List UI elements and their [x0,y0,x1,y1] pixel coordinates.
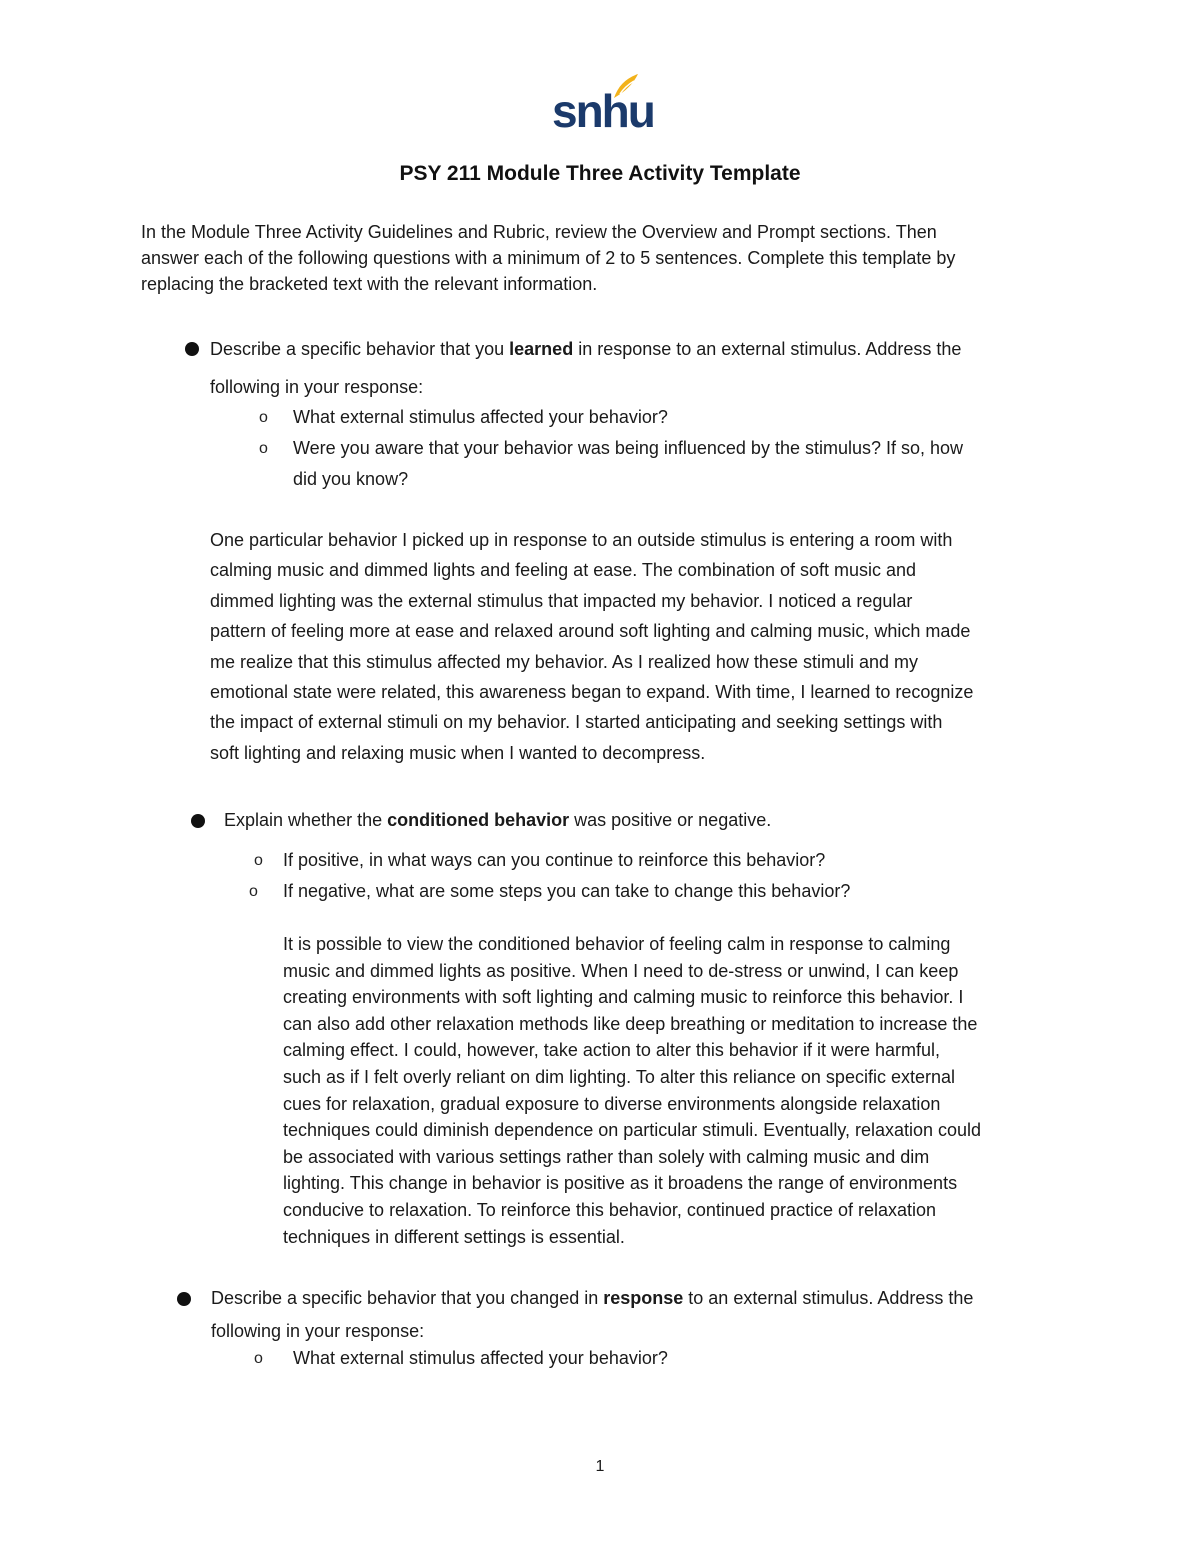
emphasis-learned: learned [509,339,574,359]
answer-2-line: It is possible to view the conditioned behavior of feeling calm in response to calming [283,934,951,954]
emphasis-response: response [603,1288,684,1308]
answer-1-line: dimmed lighting was the external stimulus that impacted my behavior. I noticed a regular [210,590,913,611]
answer-2-line: techniques in different settings is essential. [283,1226,625,1247]
answer-1-line: One particular behavior I picked up in response to an outside stimulus is entering a room with [210,530,953,550]
question-2-sub-1: If positive, in what ways can you continue to reinforce this behavior? [283,850,826,870]
answer-2-line: can also add other relaxation methods like deep breathing or meditation to increase the [283,1013,978,1034]
answer-1-line: pattern of feeling more at ease and relaxed around soft lighting and calming music, which made [210,621,971,642]
flame-leaf-icon [610,72,640,100]
intro-line: In the Module Three Activity Guidelines and Rubric, review the Overview and Prompt sections. Then [141,222,937,242]
answer-2-line: be associated with various settings rather than solely with calming music and dim [283,1146,930,1167]
snhu-logo [552,72,654,138]
answer-2-line: cues for relaxation, gradual exposure to diverse environments alongside relaxation [283,1093,941,1114]
answer-2-line: music and dimmed lights as positive. When I need to de-stress or unwind, I can keep [283,960,959,981]
question-3-line-1: Describe a specific behavior that you changed in response to an external stimulus. Address the [211,1288,974,1308]
answer-1-line: calming music and dimmed lights and feeling at ease. The combination of soft music and [210,560,917,581]
bullet-marker [177,1292,191,1306]
question-1-line-1: Describe a specific behavior that you learned in response to an external stimulus. Address the [210,339,962,359]
answer-1-line: me realize that this stimulus affected my behavior. As I realized how these stimuli and my [210,651,918,672]
bullet-marker [191,814,205,828]
answer-2 [283,931,981,1250]
answer-1-line: soft lighting and relaxing music when I wanted to decompress. [210,742,706,763]
answer-2-line: techniques could diminish dependence on particular stimuli. Eventually, relaxation could [283,1120,982,1141]
intro-line: replacing the bracketed text with the relevant information. [141,274,598,294]
question-3-sub-1: What external stimulus affected your behavior? [293,1348,668,1368]
page-number: 1 [595,1458,605,1475]
sub-bullet-marker: o [254,852,263,869]
answer-1-line: emotional state were related, this awareness began to expand. With time, I learned to recognize [210,681,974,702]
answer-2-line: lighting. This change in behavior is positive as it broadens the range of environments [283,1173,958,1194]
bullet-marker [185,342,199,356]
question-2-line-1: Explain whether the conditioned behavior was positive or negative. [224,810,772,830]
answer-2-line: such as if I felt overly reliant on dim lighting. To alter this reliance on specific external [283,1066,955,1087]
sub-bullet-marker: o [259,409,268,426]
answer-2-line: calming effect. I could, however, take action to alter this behavior if it were harmful, [283,1040,940,1061]
answer-2-line: creating environments with soft lighting and calming music to reinforce this behavior. I [283,987,964,1008]
answer-1-line: the impact of external stimuli on my behavior. I started anticipating and seeking settings with [210,712,943,733]
logo-wordmark: snhu [552,85,654,137]
answer-1 [210,525,973,768]
question-1-sub-1: What external stimulus affected your behavior? [293,407,668,427]
question-1-sub-2-line-1: Were you aware that your behavior was being influenced by the stimulus? If so, how [293,438,964,458]
emphasis-conditioned-behavior: conditioned behavior [387,810,570,830]
answer-2-line: conducive to relaxation. To reinforce this behavior, continued practice of relaxation [283,1199,937,1220]
sub-bullet-marker: o [254,1350,263,1367]
intro-paragraph [141,219,1061,297]
question-3-line-2: following in your response: [211,1321,425,1341]
intro-line: answer each of the following questions with a minimum of 2 to 5 sentences. Complete this template by [141,248,956,268]
question-1-line-2: following in your response: [210,377,424,397]
page-title: PSY 211 Module Three Activity Template [399,162,801,185]
sub-bullet-marker: o [259,440,268,457]
question-2-sub-2: If negative, what are some steps you can take to change this behavior? [283,881,851,901]
question-1-sub-2-line-2: did you know? [293,469,409,489]
sub-bullet-marker: o [249,883,258,900]
